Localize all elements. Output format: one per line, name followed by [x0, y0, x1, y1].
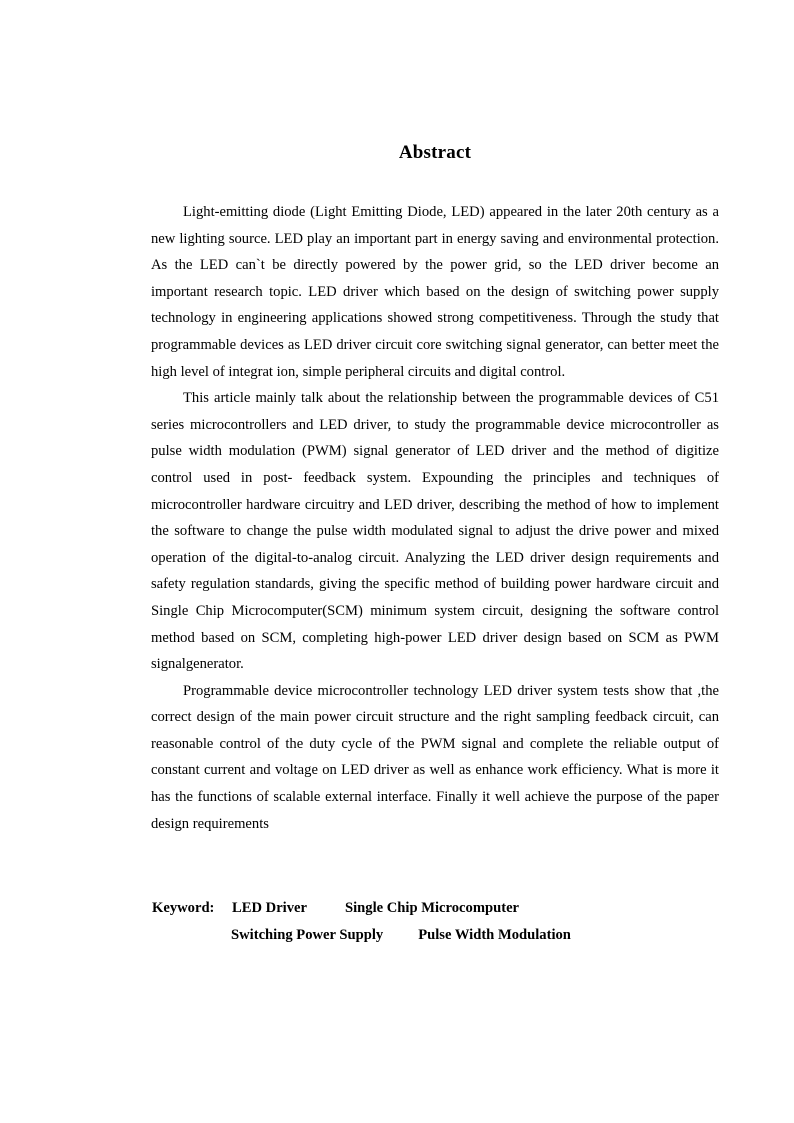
abstract-title: Abstract	[398, 142, 472, 163]
keyword-item: Single Chip Microcomputer	[344, 900, 520, 916]
keywords-row	[152, 895, 571, 922]
keyword-item: Pulse Width Modulation	[418, 927, 571, 943]
abstract-paragraph: This article mainly talk about the relationship between the programmable devices of C51 series microcontrollers and LED driver, to study the programmable device microcontroller as pulse width modulation (PWM) signal generator of LED driver and the method of digitize control used in post- feedback system. Expounding the principles and techniques of microcontroller hardware circuitry and LED driver, describing the method of how to implement the software to change the pulse width modulated signal to adjust the drive power and mixed operation of the digital-to-analog circuit. Analyzing the LED driver design requirements and safety regulation standards, giving the specific method of building power hardware circuit and Single Chip Microcomputer(SCM) minimum system circuit, designing the software control method based on SCM, completing high-power LED driver design based on SCM as PWM signalgenerator.	[151, 390, 719, 673]
abstract-paragraph: Light-emitting diode (Light Emitting Diode, LED) appeared in the later 20th century as a new lighting source. LED play an important part in energy saving and environmental protection. As the LED can`t be directly powered by the power grid, so the LED driver become an important research topic. LED driver which based on the design of switching power supply technology in engineering applications showed strong competitiveness. Through the study that programmable devices as LED driver circuit core switching signal generator, can better meet the high level of integrat ion, simple peripheral circuits and digital control.	[151, 204, 719, 380]
keywords-section	[152, 895, 571, 949]
keywords-label: Keyword:	[152, 900, 215, 916]
abstract-paragraph: Programmable device microcontroller technology LED driver system tests show that ,the correct design of the main power circuit structure and the right sampling feedback circuit, can reasonable control of the duty cycle of the PWM signal and complete the reliable output of constant current and voltage on LED driver as well as enhance work efficiency. What is more it has the functions of scalable external interface. Finally it well achieve the purpose of the paper design requirements	[151, 682, 719, 832]
keywords-row	[152, 922, 571, 949]
abstract-body	[151, 199, 719, 837]
keyword-item: Switching Power Supply	[231, 927, 384, 943]
keyword-item: LED Driver	[232, 900, 307, 916]
